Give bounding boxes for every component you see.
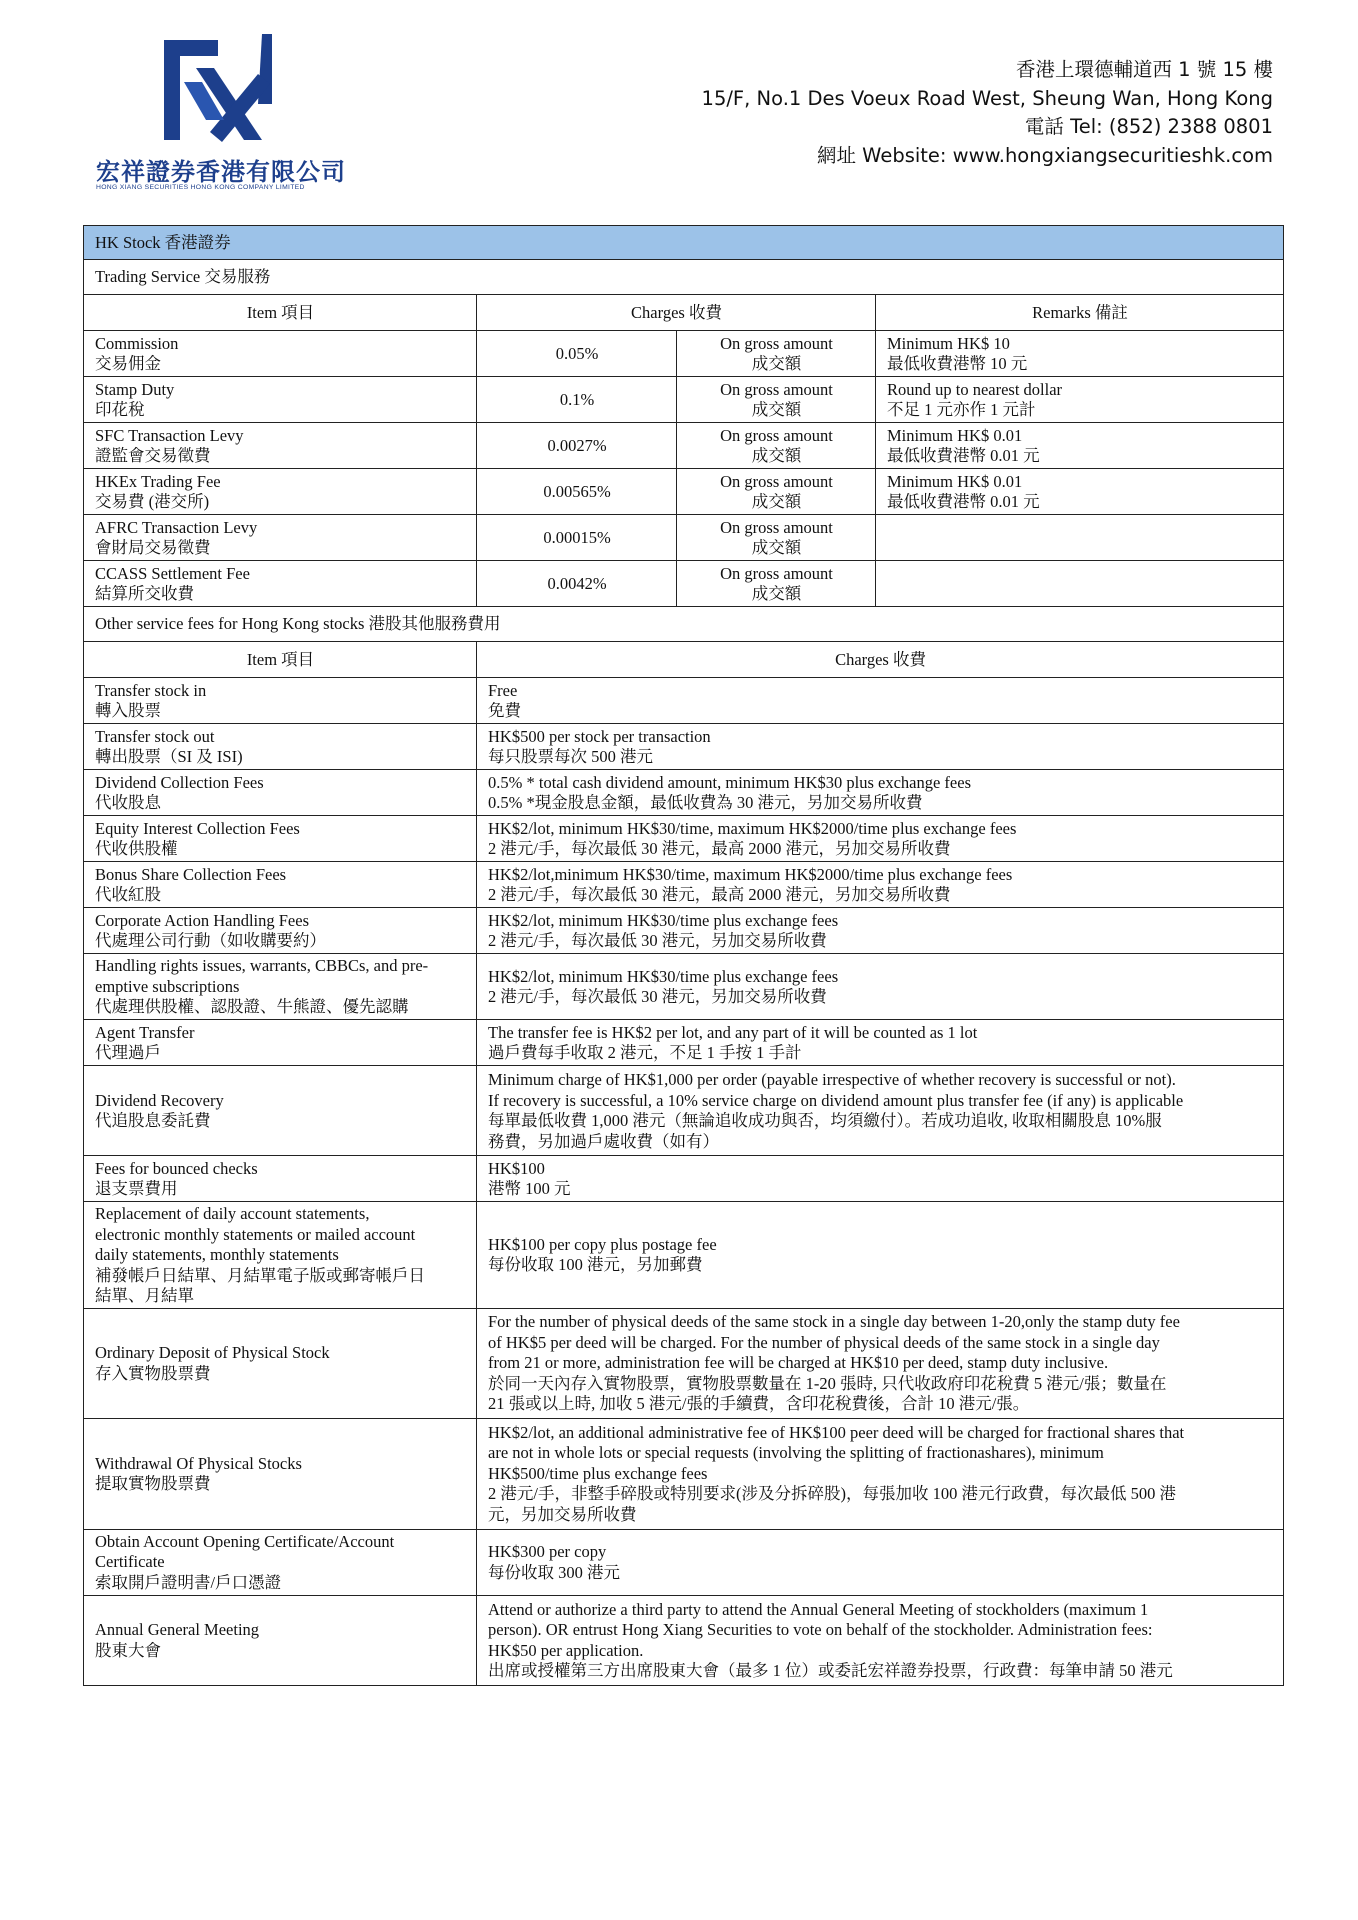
service-item-line: daily statements, monthly statements	[95, 1245, 339, 1264]
service-charges-line: Free	[488, 680, 518, 700]
fee-item-chinese: 交易費 (港交所)	[95, 492, 210, 511]
service-item-cell	[84, 816, 477, 862]
service-charges-line: The transfer fee is HK$2 per lot, and any part of it will be counted as 1 lot	[488, 1022, 978, 1042]
fee-item-chinese: 印花稅	[95, 400, 145, 419]
table-row	[84, 770, 1284, 816]
service-charges-line: 每只股票每次 500 港元	[488, 747, 653, 766]
fee-basis-chinese: 成交額	[751, 400, 802, 419]
table-row	[84, 1066, 1284, 1156]
letterhead	[0, 0, 1358, 200]
service-charges-line: from 21 or more, administration fee will be charged at HK$10 per deed, stamp duty inclusive.	[488, 1353, 1109, 1373]
service-item-line: Equity Interest Collection Fees	[95, 818, 300, 838]
service-item-line: electronic monthly statements or mailed account	[95, 1224, 416, 1244]
website: 網址 Website: www.hongxiangsecuritieshk.com	[816, 143, 1273, 167]
fee-remark-english: Minimum HK$ 0.01	[887, 425, 1023, 445]
fee-basis-cell	[677, 469, 876, 515]
fee-item-english: SFC Transaction Levy	[95, 425, 244, 445]
service-charges-line: 2 港元/手，每次最低 30 港元，最高 2000 港元，另加交易所收費	[488, 885, 951, 904]
service-charges-line: 每份收取 300 港元	[488, 1562, 620, 1582]
fee-basis-cell	[677, 515, 876, 561]
fee-basis-chinese: 成交額	[751, 492, 802, 511]
other-section-row	[84, 607, 1284, 642]
other-rows	[84, 678, 1284, 1686]
fee-remark-cell	[876, 561, 1284, 607]
service-item-line: 代收股息	[95, 793, 161, 812]
fee-remark-cell	[876, 331, 1284, 377]
service-charges-line: HK$500 per stock per transaction	[488, 726, 711, 746]
fee-item-chinese: 證監會交易徵費	[95, 446, 211, 465]
fee-basis-english: On gross amount	[720, 333, 833, 353]
service-charges-line: HK$2/lot, minimum HK$30/time, maximum HK$2000/time plus exchange fees	[488, 818, 1017, 838]
table-row	[84, 678, 1284, 724]
service-charges-line: of HK$5 per deed will be charged. For the number of physical deeds of the same stock in a single day	[488, 1332, 1160, 1352]
service-charges-line: person). OR entrust Hong Xiang Securities to vote on behalf of the stockholder. Administration fees:	[488, 1620, 1153, 1639]
service-charges-line: HK$500/time plus exchange fees	[488, 1463, 708, 1483]
fee-item-cell	[84, 377, 477, 423]
table-row	[84, 423, 1284, 469]
column-header-item: Item 項目	[84, 642, 477, 678]
fee-item-english: HKEx Trading Fee	[95, 471, 221, 491]
service-item-cell	[84, 724, 477, 770]
column-header-charges: Charges 收費	[477, 295, 876, 331]
service-charges-line: HK$2/lot, an additional administrative fee of HK$100 peer deed will be charged for fractional shares that	[488, 1422, 1185, 1442]
column-header-charges: Charges 收費	[477, 642, 1284, 678]
fee-remark-cell	[876, 469, 1284, 515]
service-item-line: 退支票費用	[95, 1179, 178, 1198]
service-item-line: Corporate Action Handling Fees	[95, 910, 310, 930]
table-row	[84, 1156, 1284, 1202]
table-row	[84, 1020, 1284, 1066]
service-charges-line: 2 港元/手，每次最低 30 港元，另加交易所收費	[488, 931, 827, 950]
fee-basis-english: On gross amount	[720, 517, 833, 537]
fee-basis-english: On gross amount	[720, 425, 833, 445]
fee-item-chinese: 會財局交易徵費	[95, 538, 211, 557]
service-charges-line: 每單最低收費 1,000 港元（無論追收成功與否，均須繳付）。若成功追收, 收取相關股息 10%服	[488, 1111, 1162, 1130]
service-charges-cell	[477, 1156, 1284, 1202]
service-charges-cell	[477, 954, 1284, 1020]
service-item-cell	[84, 1308, 477, 1418]
fee-basis-cell	[677, 331, 876, 377]
fee-remark-cell	[876, 377, 1284, 423]
service-charges-cell	[477, 1202, 1284, 1309]
service-item-line: 代收供股權	[95, 839, 178, 858]
fee-basis-english: On gross amount	[720, 563, 833, 583]
hx-logo-icon	[162, 34, 274, 146]
table-row	[84, 561, 1284, 607]
fee-rate-cell: 0.00565%	[477, 469, 677, 515]
fee-basis-chinese: 成交額	[751, 538, 802, 557]
fee-item-english: Stamp Duty	[95, 379, 175, 399]
service-charges-line: HK$100	[488, 1158, 545, 1178]
fee-item-chinese: 結算所交收費	[95, 584, 194, 603]
service-charges-cell	[477, 1020, 1284, 1066]
service-item-line: Ordinary Deposit of Physical Stock	[95, 1343, 330, 1362]
service-item-line: 提取實物股票費	[95, 1474, 211, 1493]
service-charges-cell	[477, 678, 1284, 724]
service-item-cell	[84, 1156, 477, 1202]
service-item-line: Replacement of daily account statements,	[95, 1204, 370, 1223]
fee-basis-english: On gross amount	[720, 379, 833, 399]
service-charges-cell	[477, 816, 1284, 862]
table-title-row	[84, 226, 1284, 260]
service-charges-line: Minimum charge of HK$1,000 per order (payable irrespective of whether recovery is successful or not).	[488, 1070, 1176, 1089]
fee-basis-cell	[677, 377, 876, 423]
service-item-line: 結單、月結單	[95, 1286, 194, 1305]
service-item-line: 代收紅股	[95, 885, 161, 904]
table-row	[84, 1595, 1284, 1685]
service-charges-line: If recovery is successful, a 10% service charge on dividend amount plus transfer fee (if any) is applicable	[488, 1090, 1184, 1110]
telephone: 電話 Tel: (852) 2388 0801	[1024, 115, 1273, 138]
table-row	[84, 1308, 1284, 1418]
fee-basis-cell	[677, 423, 876, 469]
service-charges-line: 於同一天內存入實物股票，實物股票數量在 1-20 張時, 只代收政府印花稅費 5 港元/張；數量在	[488, 1373, 1167, 1393]
fee-item-chinese: 交易佣金	[95, 354, 161, 373]
service-charges-line: HK$2/lot, minimum HK$30/time plus exchange fees	[488, 966, 839, 986]
table-row	[84, 954, 1284, 1020]
service-charges-cell	[477, 908, 1284, 954]
fee-remark-cell	[876, 515, 1284, 561]
table-row	[84, 1418, 1284, 1529]
service-item-line: 代處理供股權、認股證、牛熊證、優先認購	[95, 997, 409, 1017]
fee-basis-chinese: 成交額	[751, 446, 802, 465]
service-item-cell	[84, 1529, 477, 1595]
service-item-line: 股東大會	[95, 1640, 161, 1660]
address-chinese: 香港上環德輔道西 1 號 15 樓	[1015, 58, 1273, 81]
trading-rows	[84, 331, 1284, 607]
fee-remark-cell	[876, 423, 1284, 469]
service-charges-line: 0.5% * total cash dividend amount, minimum HK$30 plus exchange fees	[488, 772, 971, 792]
table-row	[84, 469, 1284, 515]
service-item-line: 轉入股票	[95, 701, 161, 720]
company-logo	[96, 34, 346, 194]
service-charges-line: HK$50 per application.	[488, 1640, 644, 1660]
service-item-line: 轉出股票（SI 及 ISI)	[95, 747, 243, 766]
service-item-cell	[84, 1020, 477, 1066]
service-item-line: Fees for bounced checks	[95, 1158, 258, 1178]
service-charges-line: HK$2/lot, minimum HK$30/time plus exchange fees	[488, 910, 839, 930]
service-charges-cell	[477, 1529, 1284, 1595]
service-charges-cell	[477, 1066, 1284, 1156]
fee-basis-chinese: 成交額	[751, 354, 802, 373]
fee-remark-chinese: 最低收費港幣 10 元	[887, 354, 1028, 373]
service-charges-cell	[477, 1308, 1284, 1418]
trading-section-title: Trading Service 交易服務	[84, 260, 1284, 295]
fee-rate-cell: 0.0027%	[477, 423, 677, 469]
service-item-cell	[84, 862, 477, 908]
table-row	[84, 331, 1284, 377]
service-item-line: Transfer stock in	[95, 680, 207, 700]
trading-header-row	[84, 295, 1284, 331]
fee-remark-english: Round up to nearest dollar	[887, 379, 1063, 399]
logo-english-name: HONG XIANG SECURITIES HONG KONG COMPANY LIMITED	[96, 184, 305, 191]
service-item-line: 代理過戶	[95, 1043, 161, 1062]
company-contact-block	[702, 56, 1273, 170]
service-item-cell	[84, 1066, 477, 1156]
fee-remark-chinese: 最低收費港幣 0.01 元	[887, 446, 1040, 465]
table-row	[84, 515, 1284, 561]
fee-rate-cell: 0.05%	[477, 331, 677, 377]
fee-item-cell	[84, 561, 477, 607]
service-item-line: 補發帳戶日結單、月結單電子版或郵寄帳戶日	[95, 1265, 425, 1285]
fee-remark-chinese: 最低收費港幣 0.01 元	[887, 492, 1040, 511]
service-charges-line: 2 港元/手，每次最低 30 港元，另加交易所收費	[488, 987, 827, 1006]
fee-basis-chinese: 成交額	[751, 584, 802, 603]
service-charges-line: 務費，另加過戶處收費（如有）	[488, 1131, 719, 1151]
service-item-line: Dividend Collection Fees	[95, 772, 264, 792]
service-charges-line: are not in whole lots or special requests (involving the splitting of fractionashares), minimum	[488, 1443, 1104, 1463]
service-charges-line: 2 港元/手，非整手碎股或特別要求(涉及分拆碎股)，每張加收 100 港元行政費，每次最低 500 港	[488, 1484, 1176, 1504]
fee-item-cell	[84, 331, 477, 377]
service-charges-line: Attend or authorize a third party to attend the Annual General Meeting of stockholders (maximum 1	[488, 1599, 1149, 1619]
service-item-line: Certificate	[95, 1552, 165, 1572]
table-row	[84, 377, 1284, 423]
service-charges-cell	[477, 724, 1284, 770]
other-section-title: Other service fees for Hong Kong stocks 港股其他服務費用	[84, 607, 1284, 642]
fee-schedule-table	[83, 225, 1284, 1686]
table-row	[84, 862, 1284, 908]
service-item-cell	[84, 1418, 477, 1529]
service-charges-line: 2 港元/手，每次最低 30 港元，最高 2000 港元，另加交易所收費	[488, 839, 951, 858]
fee-remark-chinese: 不足 1 元亦作 1 元計	[887, 400, 1036, 419]
fee-item-english: AFRC Transaction Levy	[95, 517, 258, 537]
service-item-cell	[84, 908, 477, 954]
fee-item-english: CCASS Settlement Fee	[95, 563, 250, 583]
service-charges-line: 過戶費每手收取 2 港元，不足 1 手按 1 手計	[488, 1043, 802, 1062]
service-item-line: Bonus Share Collection Fees	[95, 864, 287, 884]
service-charges-cell	[477, 862, 1284, 908]
fee-item-cell	[84, 423, 477, 469]
fee-rate-cell: 0.00015%	[477, 515, 677, 561]
fee-basis-english: On gross amount	[720, 471, 833, 491]
service-item-line: 存入實物股票費	[95, 1363, 211, 1383]
table-row	[84, 724, 1284, 770]
service-item-line: Obtain Account Opening Certificate/Account	[95, 1531, 395, 1551]
service-item-line: Dividend Recovery	[95, 1090, 224, 1110]
fee-remark-english: Minimum HK$ 0.01	[887, 471, 1023, 491]
other-header-row	[84, 642, 1284, 678]
service-item-line: emptive subscriptions	[95, 976, 240, 996]
table-row	[84, 1202, 1284, 1309]
service-item-cell	[84, 770, 477, 816]
service-item-cell	[84, 1202, 477, 1309]
service-charges-line: 出席或授權第三方出席股東大會（最多 1 位）或委託宏祥證券投票，行政費：每筆申請 50 港元	[488, 1661, 1173, 1680]
trading-section-row	[84, 260, 1284, 295]
service-charges-line: HK$2/lot,minimum HK$30/time, maximum HK$2000/time plus exchange fees	[488, 864, 1013, 884]
service-charges-line: 免費	[488, 701, 521, 720]
fee-rate-cell: 0.0042%	[477, 561, 677, 607]
service-item-line: 代處理公司行動（如收購要約）	[95, 931, 326, 950]
service-charges-line: 21 張或以上時, 加收 5 港元/張的手續費，含印花稅費後，合計 10 港元/張。	[488, 1394, 1030, 1414]
table-row	[84, 816, 1284, 862]
fee-item-cell	[84, 469, 477, 515]
service-charges-cell	[477, 1418, 1284, 1529]
table-row	[84, 1529, 1284, 1595]
fee-item-cell	[84, 515, 477, 561]
address-english: 15/F, No.1 Des Voeux Road West, Sheung Wan, Hong Kong	[701, 86, 1273, 110]
logo-chinese-name: 宏祥證券香港有限公司	[96, 158, 346, 186]
service-item-cell	[84, 954, 477, 1020]
service-charges-line: For the number of physical deeds of the same stock in a single day between 1-20,only the stamp duty fee	[488, 1312, 1180, 1332]
service-item-cell	[84, 1595, 477, 1685]
service-charges-cell	[477, 1595, 1284, 1685]
service-item-line: Annual General Meeting	[95, 1620, 260, 1639]
service-item-cell	[84, 678, 477, 724]
service-charges-line: 元，另加交易所收費	[488, 1504, 637, 1524]
fee-item-english: Commission	[95, 333, 179, 353]
service-charges-line: HK$100 per copy plus postage fee	[488, 1234, 717, 1254]
table-row	[84, 908, 1284, 954]
service-item-line: 索取開戶證明書/戶口憑證	[95, 1572, 282, 1592]
fee-remark-english: Minimum HK$ 10	[887, 333, 1010, 353]
table-title: HK Stock 香港證券	[84, 226, 1284, 260]
service-item-line: Transfer stock out	[95, 726, 215, 746]
service-charges-line: 每份收取 100 港元，另加郵費	[488, 1255, 703, 1275]
service-item-line: Handling rights issues, warrants, CBBCs, and pre-	[95, 956, 429, 976]
service-item-line: Agent Transfer	[95, 1022, 195, 1042]
column-header-remarks: Remarks 備註	[876, 295, 1284, 331]
column-header-item: Item 項目	[84, 295, 477, 331]
service-item-line: Withdrawal Of Physical Stocks	[95, 1453, 302, 1473]
service-charges-line: HK$300 per copy	[488, 1542, 607, 1561]
service-charges-cell	[477, 770, 1284, 816]
service-charges-line: 港幣 100 元	[488, 1179, 571, 1198]
fee-rate-cell: 0.1%	[477, 377, 677, 423]
service-charges-line: 0.5% *現金股息金額，最低收費為 30 港元，另加交易所收費	[488, 793, 923, 812]
service-item-line: 代追股息委託費	[95, 1111, 211, 1130]
fee-basis-cell	[677, 561, 876, 607]
